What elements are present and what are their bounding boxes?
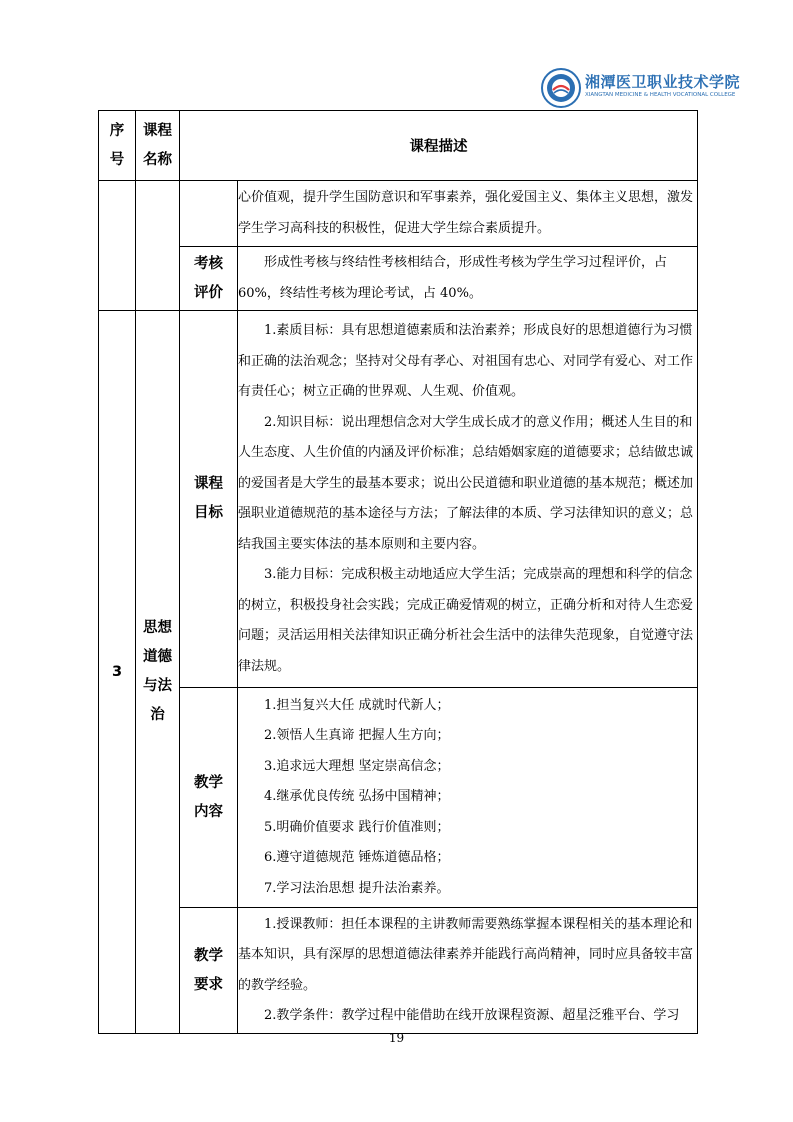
prev-course-name-cell xyxy=(136,181,180,311)
goal-knowledge: 2.知识目标：说出理想信念对大学生成长成才的意义作用；概述人生目的和人生态度、人生价值的内涵及评价标准；总结婚姻家庭的道德要求；总结做忠诚的爱国者是大学生的最基本要求；说出公民道德和职业道德的基本规范；概述加强职业道德规范的基本途径与方法；了解法律的本质、学习法律知识的意义；总结我国主要实体法的基本原则和主要内容。 xyxy=(238,414,694,552)
page-number: 19 xyxy=(388,1031,405,1045)
header-number-line2: 号 xyxy=(109,151,125,168)
course-name-line2: 道德 xyxy=(143,649,172,665)
assessment-text xyxy=(238,247,698,311)
course-name-line4: 治 xyxy=(150,707,165,723)
logo-chinese-name: 湘潭医卫职业技术学院 xyxy=(585,73,741,91)
goal-ability: 3.能力目标：完成积极主动地适应大学生活；完成崇高的理想和科学的信念的树立，积极投身社会实践；完成正确爱情观的树立，正确分析和对待人生恋爱问题；灵活运用相关法律知识正确分析社会生活中的法律失范现象，自觉遵守法律法规。 xyxy=(238,567,694,674)
course-goals-label xyxy=(180,311,238,688)
requirement-conditions: 2.教学条件：教学过程中能借助在线开放课程资源、超星泛雅平台、学习 xyxy=(264,1008,680,1023)
logo-english-name: XIANGTAN MEDICINE & HEALTH VOCATIONAL COLLEGE xyxy=(585,92,736,98)
teaching-requirements-label-line1: 教学 xyxy=(194,947,223,964)
prev-course-number-cell xyxy=(99,181,136,311)
header-number xyxy=(99,111,136,181)
course-table xyxy=(98,110,698,1034)
course-name-line3: 与法 xyxy=(143,678,172,694)
assessment-label-line1: 考核 xyxy=(194,255,223,272)
assessment-label-line2: 评价 xyxy=(194,284,223,301)
header-number-line1: 序 xyxy=(109,122,125,139)
college-emblem-icon xyxy=(541,68,581,108)
college-logo xyxy=(541,68,741,108)
course-goals-label-line2: 目标 xyxy=(194,505,223,521)
list-item: 1.担当复兴大任 成就时代新人； xyxy=(264,697,450,713)
list-item: 2.领悟人生真谛 把握人生方向； xyxy=(264,728,450,744)
course-goals-label-line1: 课程 xyxy=(194,476,223,492)
teaching-content-label-line1: 教学 xyxy=(194,774,223,791)
header-course-name xyxy=(136,111,180,181)
course-number: 3 xyxy=(99,311,136,1034)
prev-course-continued-text xyxy=(238,181,698,247)
prev-course-sub-cell xyxy=(180,181,238,247)
prev-course-continuation-row xyxy=(99,181,698,247)
course-goals-text xyxy=(238,311,698,688)
teaching-requirements-text xyxy=(238,908,698,1034)
course-name-line1: 思想 xyxy=(143,620,172,636)
list-item: 3.追求远大理想 坚定崇高信念； xyxy=(264,758,450,774)
list-item: 4.继承优良传统 弘扬中国精神； xyxy=(264,789,450,805)
continued-paragraph: 心价值观，提升学生国防意识和军事素养，强化爱国主义、集体主义思想，激发学生学习高科技的积极性，促进大学生综合素质提升。 xyxy=(238,190,694,236)
goal-quality: 1.素质目标：具有思想道德素质和法治素养；形成良好的思想道德行为习惯和正确的法治观念；坚持对父母有孝心、对祖国有忠心、对同学有爱心、对工作有责任心；树立正确的世界观、人生观、价值观。 xyxy=(238,323,694,399)
teaching-requirements-label xyxy=(180,908,238,1034)
assessment-row xyxy=(99,247,698,311)
assessment-paragraph: 形成性考核与终结性考核相结合，形成性考核为学生学习过程评价，占 60%，终结性考核为理论考试，占 40%。 xyxy=(238,255,668,301)
list-item: 5.明确价值要求 践行价值准则； xyxy=(264,819,450,835)
header-course-name-line1: 课程 xyxy=(143,122,172,139)
teaching-requirements-row xyxy=(99,908,698,1034)
table-header-row xyxy=(99,111,698,181)
header-course-description: 课程描述 xyxy=(180,111,698,181)
assessment-label xyxy=(180,247,238,311)
header-course-name-line2: 名称 xyxy=(143,151,172,168)
teaching-content-label-line2: 内容 xyxy=(194,803,223,820)
teaching-requirements-label-line2: 要求 xyxy=(194,976,223,993)
list-item: 6.遵守道德规范 锤炼道德品格； xyxy=(264,850,450,866)
list-item: 7.学习法治思想 提升法治素养。 xyxy=(264,880,450,896)
course-goals-row xyxy=(99,311,698,688)
course-name xyxy=(136,311,180,1034)
teaching-content-list xyxy=(238,688,698,908)
teaching-content-label xyxy=(180,688,238,908)
requirement-teacher: 1.授课教师：担任本课程的主讲教师需要熟练掌握本课程相关的基本理论和基本知识，具有深厚的思想道德法律素养并能践行高尚精神，同时应具备较丰富的教学经验。 xyxy=(238,916,694,993)
teaching-content-row xyxy=(99,688,698,908)
